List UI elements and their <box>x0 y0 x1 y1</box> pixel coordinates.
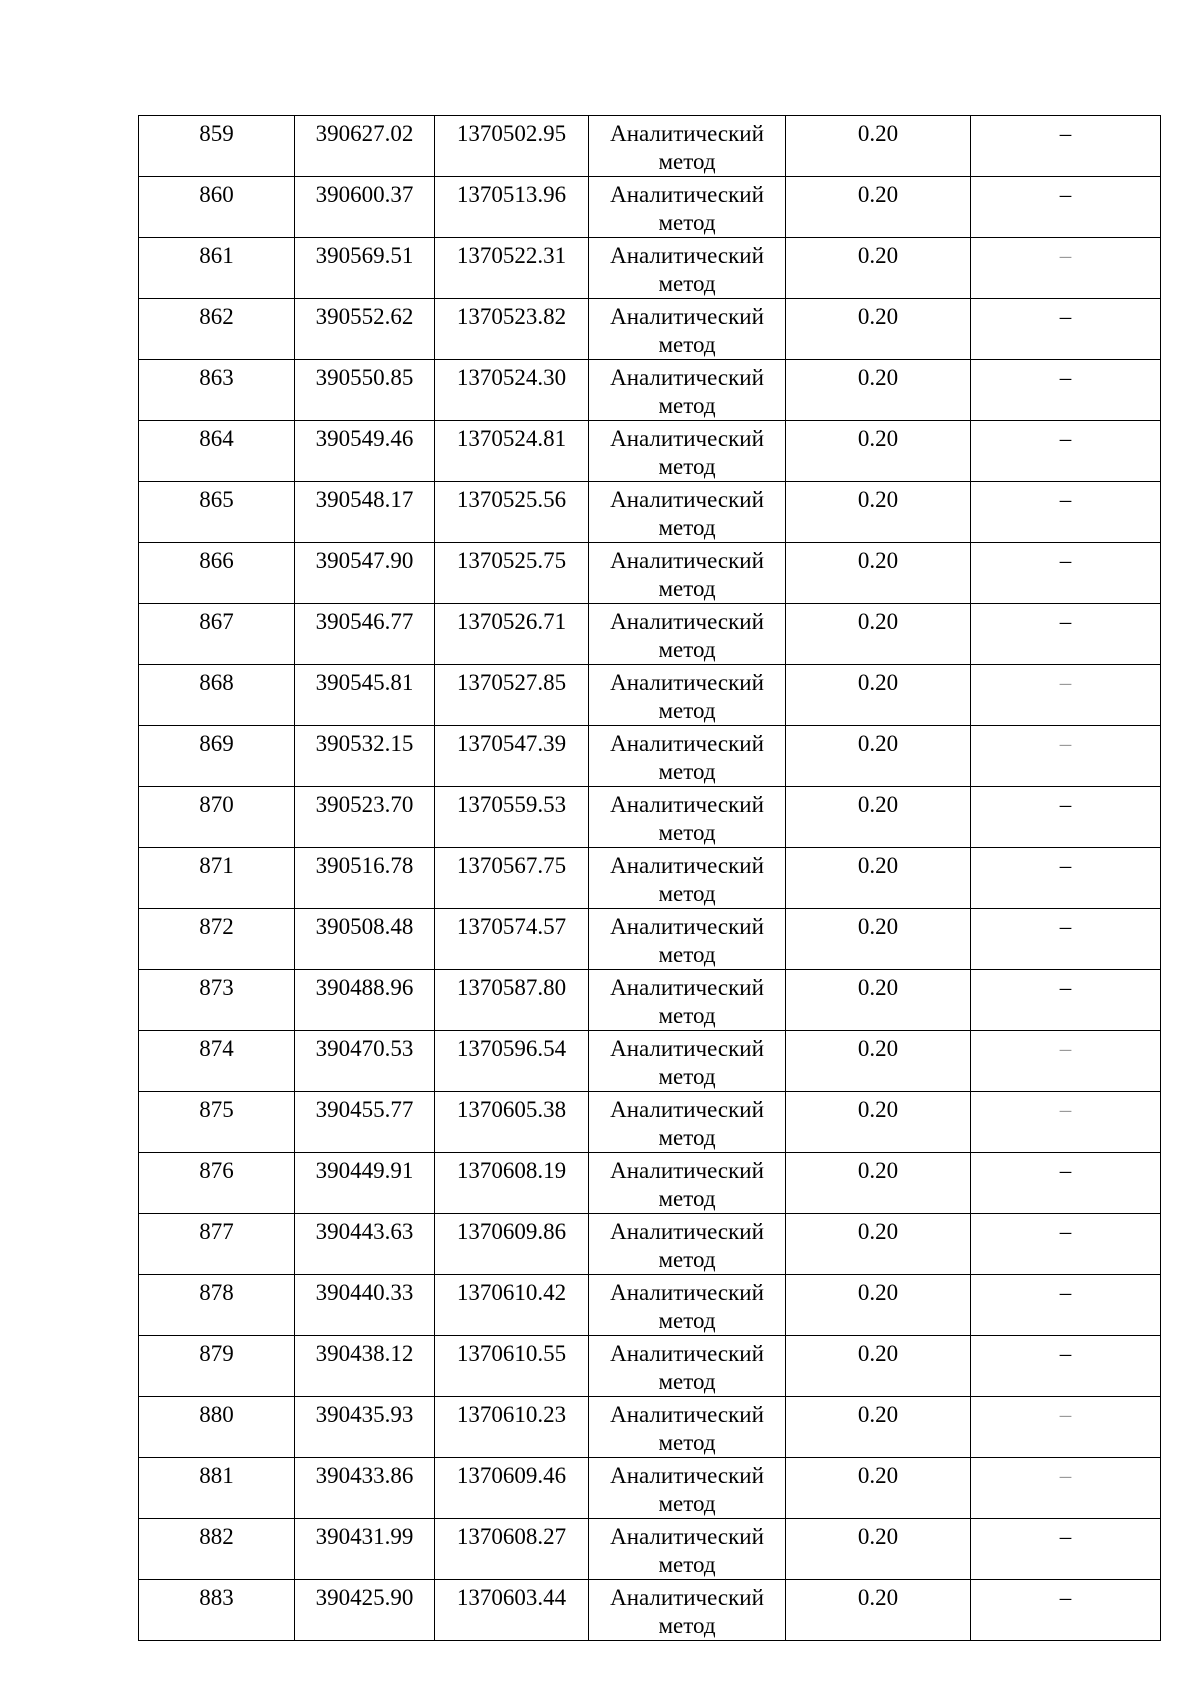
method-cell <box>589 1214 786 1275</box>
method-line-1: Аналитический <box>610 731 764 756</box>
table-row <box>139 238 1161 299</box>
method-line-2: метод <box>658 942 716 967</box>
method-line-2: метод <box>658 1247 716 1272</box>
table-row <box>139 1214 1161 1275</box>
note-cell: – <box>971 177 1161 238</box>
method-cell <box>589 787 786 848</box>
method-line-2: метод <box>658 1308 716 1333</box>
note-cell: – <box>971 1275 1161 1336</box>
note-cell: – <box>971 726 1161 787</box>
method-line-1: Аналитический <box>610 609 764 634</box>
point-number-cell: 866 <box>139 543 295 604</box>
method-line-1: Аналитический <box>610 1341 764 1366</box>
method-line-1: Аналитический <box>610 365 764 390</box>
method-cell <box>589 543 786 604</box>
method-cell <box>589 177 786 238</box>
y-coordinate-cell: 1370609.46 <box>435 1458 589 1519</box>
note-cell: – <box>971 482 1161 543</box>
method-line-1: Аналитический <box>610 121 764 146</box>
note-cell: – <box>971 1153 1161 1214</box>
table-row <box>139 1031 1161 1092</box>
point-number-cell: 876 <box>139 1153 295 1214</box>
point-number-cell: 875 <box>139 1092 295 1153</box>
note-cell: – <box>971 360 1161 421</box>
x-coordinate-cell: 390569.51 <box>295 238 435 299</box>
method-cell <box>589 1519 786 1580</box>
x-coordinate-cell: 390549.46 <box>295 421 435 482</box>
method-line-2: метод <box>658 1186 716 1211</box>
table-row <box>139 1519 1161 1580</box>
method-line-1: Аналитический <box>610 1402 764 1427</box>
method-line-1: Аналитический <box>610 548 764 573</box>
method-line-1: Аналитический <box>610 304 764 329</box>
y-coordinate-cell: 1370526.71 <box>435 604 589 665</box>
method-line-2: метод <box>658 1491 716 1516</box>
x-coordinate-cell: 390433.86 <box>295 1458 435 1519</box>
method-line-1: Аналитический <box>610 243 764 268</box>
point-number-cell: 859 <box>139 116 295 177</box>
y-coordinate-cell: 1370608.27 <box>435 1519 589 1580</box>
note-cell: – <box>971 299 1161 360</box>
x-coordinate-cell: 390470.53 <box>295 1031 435 1092</box>
method-cell <box>589 726 786 787</box>
y-coordinate-cell: 1370610.23 <box>435 1397 589 1458</box>
method-line-1: Аналитический <box>610 1158 764 1183</box>
method-line-2: метод <box>658 332 716 357</box>
method-line-1: Аналитический <box>610 853 764 878</box>
method-cell <box>589 421 786 482</box>
table-row <box>139 909 1161 970</box>
method-line-2: метод <box>658 1613 716 1638</box>
table-row <box>139 604 1161 665</box>
x-coordinate-cell: 390627.02 <box>295 116 435 177</box>
y-coordinate-cell: 1370567.75 <box>435 848 589 909</box>
note-cell: – <box>971 970 1161 1031</box>
point-number-cell: 863 <box>139 360 295 421</box>
x-coordinate-cell: 390435.93 <box>295 1397 435 1458</box>
note-cell: – <box>971 1397 1161 1458</box>
accuracy-cell: 0.20 <box>786 970 971 1031</box>
method-line-2: метод <box>658 149 716 174</box>
accuracy-cell: 0.20 <box>786 1092 971 1153</box>
point-number-cell: 881 <box>139 1458 295 1519</box>
note-cell: – <box>971 1214 1161 1275</box>
method-line-1: Аналитический <box>610 792 764 817</box>
method-line-1: Аналитический <box>610 975 764 1000</box>
point-number-cell: 878 <box>139 1275 295 1336</box>
accuracy-cell: 0.20 <box>786 116 971 177</box>
table-row <box>139 787 1161 848</box>
x-coordinate-cell: 390532.15 <box>295 726 435 787</box>
coordinates-table <box>138 115 1161 1641</box>
table-row <box>139 1397 1161 1458</box>
y-coordinate-cell: 1370513.96 <box>435 177 589 238</box>
table-row <box>139 726 1161 787</box>
point-number-cell: 873 <box>139 970 295 1031</box>
accuracy-cell: 0.20 <box>786 482 971 543</box>
table-row <box>139 116 1161 177</box>
point-number-cell: 868 <box>139 665 295 726</box>
x-coordinate-cell: 390545.81 <box>295 665 435 726</box>
table-row <box>139 1580 1161 1641</box>
accuracy-cell: 0.20 <box>786 299 971 360</box>
accuracy-cell: 0.20 <box>786 1519 971 1580</box>
method-line-1: Аналитический <box>610 1036 764 1061</box>
table-row <box>139 970 1161 1031</box>
method-line-1: Аналитический <box>610 182 764 207</box>
table-row <box>139 848 1161 909</box>
y-coordinate-cell: 1370559.53 <box>435 787 589 848</box>
note-cell: – <box>971 238 1161 299</box>
accuracy-cell: 0.20 <box>786 1031 971 1092</box>
y-coordinate-cell: 1370608.19 <box>435 1153 589 1214</box>
y-coordinate-cell: 1370603.44 <box>435 1580 589 1641</box>
accuracy-cell: 0.20 <box>786 1397 971 1458</box>
method-line-2: метод <box>658 637 716 662</box>
x-coordinate-cell: 390550.85 <box>295 360 435 421</box>
point-number-cell: 882 <box>139 1519 295 1580</box>
y-coordinate-cell: 1370587.80 <box>435 970 589 1031</box>
accuracy-cell: 0.20 <box>786 421 971 482</box>
method-line-2: метод <box>658 1003 716 1028</box>
method-line-2: метод <box>658 820 716 845</box>
method-line-2: метод <box>658 271 716 296</box>
point-number-cell: 880 <box>139 1397 295 1458</box>
x-coordinate-cell: 390425.90 <box>295 1580 435 1641</box>
x-coordinate-cell: 390431.99 <box>295 1519 435 1580</box>
point-number-cell: 860 <box>139 177 295 238</box>
method-line-2: метод <box>658 759 716 784</box>
y-coordinate-cell: 1370596.54 <box>435 1031 589 1092</box>
y-coordinate-cell: 1370524.81 <box>435 421 589 482</box>
note-cell: – <box>971 1458 1161 1519</box>
x-coordinate-cell: 390438.12 <box>295 1336 435 1397</box>
point-number-cell: 883 <box>139 1580 295 1641</box>
point-number-cell: 877 <box>139 1214 295 1275</box>
point-number-cell: 865 <box>139 482 295 543</box>
note-cell: – <box>971 1092 1161 1153</box>
method-line-2: метод <box>658 210 716 235</box>
y-coordinate-cell: 1370527.85 <box>435 665 589 726</box>
method-cell <box>589 482 786 543</box>
note-cell: – <box>971 909 1161 970</box>
x-coordinate-cell: 390600.37 <box>295 177 435 238</box>
table-row <box>139 1275 1161 1336</box>
note-cell: – <box>971 1336 1161 1397</box>
y-coordinate-cell: 1370605.38 <box>435 1092 589 1153</box>
table-row <box>139 1336 1161 1397</box>
note-cell: – <box>971 543 1161 604</box>
x-coordinate-cell: 390516.78 <box>295 848 435 909</box>
table-row <box>139 1153 1161 1214</box>
method-line-2: метод <box>658 1125 716 1150</box>
note-cell: – <box>971 665 1161 726</box>
method-cell <box>589 848 786 909</box>
method-line-2: метод <box>658 1064 716 1089</box>
point-number-cell: 869 <box>139 726 295 787</box>
accuracy-cell: 0.20 <box>786 909 971 970</box>
method-line-2: метод <box>658 1552 716 1577</box>
x-coordinate-cell: 390508.48 <box>295 909 435 970</box>
x-coordinate-cell: 390523.70 <box>295 787 435 848</box>
point-number-cell: 870 <box>139 787 295 848</box>
method-cell <box>589 604 786 665</box>
y-coordinate-cell: 1370609.86 <box>435 1214 589 1275</box>
method-cell <box>589 665 786 726</box>
method-line-2: метод <box>658 698 716 723</box>
method-cell <box>589 238 786 299</box>
table-row <box>139 421 1161 482</box>
note-cell: – <box>971 1519 1161 1580</box>
method-cell <box>589 909 786 970</box>
method-line-1: Аналитический <box>610 1585 764 1610</box>
method-line-2: метод <box>658 1430 716 1455</box>
point-number-cell: 879 <box>139 1336 295 1397</box>
method-cell <box>589 970 786 1031</box>
method-cell <box>589 1336 786 1397</box>
point-number-cell: 872 <box>139 909 295 970</box>
accuracy-cell: 0.20 <box>786 848 971 909</box>
point-number-cell: 874 <box>139 1031 295 1092</box>
accuracy-cell: 0.20 <box>786 604 971 665</box>
method-cell <box>589 299 786 360</box>
accuracy-cell: 0.20 <box>786 787 971 848</box>
method-cell <box>589 1031 786 1092</box>
table-row <box>139 299 1161 360</box>
accuracy-cell: 0.20 <box>786 360 971 421</box>
method-line-1: Аналитический <box>610 426 764 451</box>
method-cell <box>589 1458 786 1519</box>
accuracy-cell: 0.20 <box>786 238 971 299</box>
y-coordinate-cell: 1370574.57 <box>435 909 589 970</box>
method-cell <box>589 1153 786 1214</box>
accuracy-cell: 0.20 <box>786 1580 971 1641</box>
x-coordinate-cell: 390488.96 <box>295 970 435 1031</box>
method-cell <box>589 360 786 421</box>
note-cell: – <box>971 604 1161 665</box>
accuracy-cell: 0.20 <box>786 543 971 604</box>
table-row <box>139 1092 1161 1153</box>
accuracy-cell: 0.20 <box>786 1214 971 1275</box>
y-coordinate-cell: 1370525.75 <box>435 543 589 604</box>
note-cell: – <box>971 848 1161 909</box>
point-number-cell: 867 <box>139 604 295 665</box>
x-coordinate-cell: 390443.63 <box>295 1214 435 1275</box>
point-number-cell: 871 <box>139 848 295 909</box>
method-line-1: Аналитический <box>610 1097 764 1122</box>
note-cell: – <box>971 421 1161 482</box>
accuracy-cell: 0.20 <box>786 177 971 238</box>
method-line-1: Аналитический <box>610 1280 764 1305</box>
accuracy-cell: 0.20 <box>786 1153 971 1214</box>
method-line-1: Аналитический <box>610 1524 764 1549</box>
y-coordinate-cell: 1370547.39 <box>435 726 589 787</box>
x-coordinate-cell: 390547.90 <box>295 543 435 604</box>
y-coordinate-cell: 1370610.55 <box>435 1336 589 1397</box>
method-cell <box>589 1275 786 1336</box>
point-number-cell: 862 <box>139 299 295 360</box>
table-row <box>139 665 1161 726</box>
point-number-cell: 861 <box>139 238 295 299</box>
y-coordinate-cell: 1370610.42 <box>435 1275 589 1336</box>
accuracy-cell: 0.20 <box>786 726 971 787</box>
method-line-2: метод <box>658 393 716 418</box>
accuracy-cell: 0.20 <box>786 1275 971 1336</box>
x-coordinate-cell: 390552.62 <box>295 299 435 360</box>
x-coordinate-cell: 390455.77 <box>295 1092 435 1153</box>
note-cell: – <box>971 787 1161 848</box>
method-line-1: Аналитический <box>610 914 764 939</box>
x-coordinate-cell: 390546.77 <box>295 604 435 665</box>
method-cell <box>589 1397 786 1458</box>
note-cell: – <box>971 1580 1161 1641</box>
method-line-2: метод <box>658 454 716 479</box>
method-cell <box>589 116 786 177</box>
y-coordinate-cell: 1370524.30 <box>435 360 589 421</box>
method-cell <box>589 1580 786 1641</box>
method-line-2: метод <box>658 1369 716 1394</box>
x-coordinate-cell: 390440.33 <box>295 1275 435 1336</box>
method-line-1: Аналитический <box>610 487 764 512</box>
method-line-2: метод <box>658 515 716 540</box>
table-row <box>139 360 1161 421</box>
point-number-cell: 864 <box>139 421 295 482</box>
x-coordinate-cell: 390449.91 <box>295 1153 435 1214</box>
note-cell: – <box>971 1031 1161 1092</box>
y-coordinate-cell: 1370525.56 <box>435 482 589 543</box>
accuracy-cell: 0.20 <box>786 665 971 726</box>
y-coordinate-cell: 1370523.82 <box>435 299 589 360</box>
method-line-1: Аналитический <box>610 1463 764 1488</box>
table-row <box>139 543 1161 604</box>
table-row <box>139 177 1161 238</box>
y-coordinate-cell: 1370522.31 <box>435 238 589 299</box>
method-line-2: метод <box>658 576 716 601</box>
note-cell: – <box>971 116 1161 177</box>
coordinates-table-body <box>139 116 1161 1641</box>
accuracy-cell: 0.20 <box>786 1336 971 1397</box>
table-row <box>139 482 1161 543</box>
table-row <box>139 1458 1161 1519</box>
method-line-2: метод <box>658 881 716 906</box>
accuracy-cell: 0.20 <box>786 1458 971 1519</box>
method-cell <box>589 1092 786 1153</box>
x-coordinate-cell: 390548.17 <box>295 482 435 543</box>
method-line-1: Аналитический <box>610 1219 764 1244</box>
method-line-1: Аналитический <box>610 670 764 695</box>
y-coordinate-cell: 1370502.95 <box>435 116 589 177</box>
